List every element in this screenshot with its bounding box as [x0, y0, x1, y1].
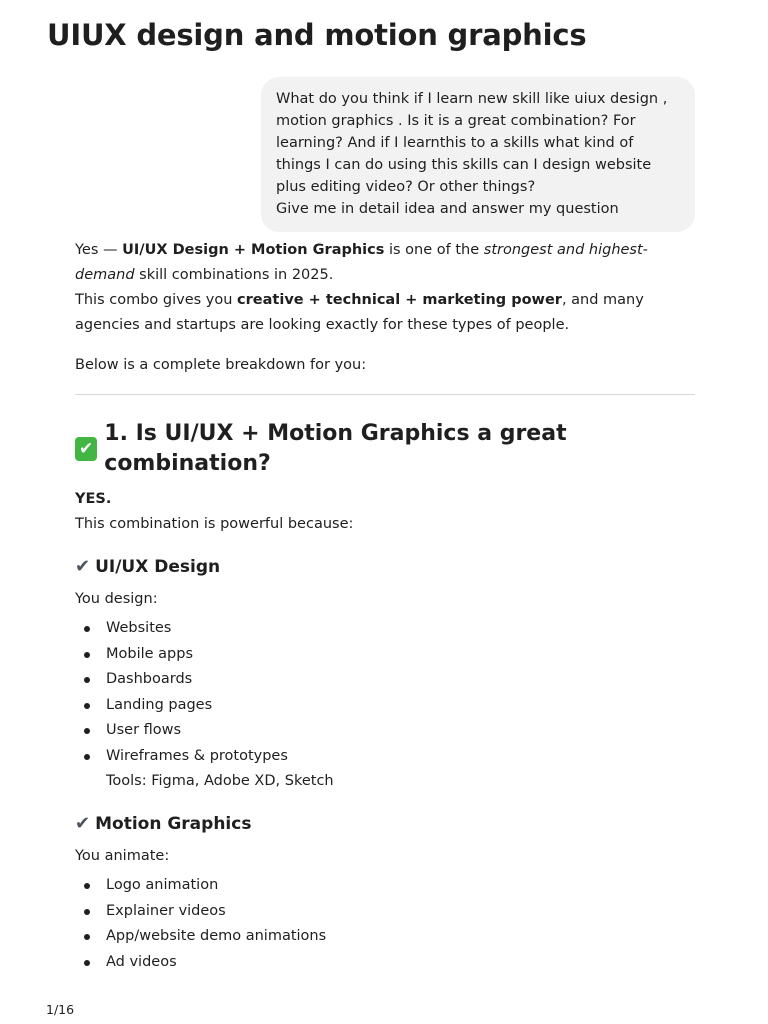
- response-paragraph-3: Below is a complete breakdown for you:: [75, 357, 367, 373]
- text-span: Yes —: [75, 242, 123, 258]
- check-mark-icon: ✔: [75, 437, 97, 461]
- user-message-bubble: [261, 77, 695, 232]
- bold-text: UI/UX Design + Motion Graphics: [122, 242, 385, 258]
- text-span: This combo gives you: [75, 292, 238, 308]
- user-message-line: What do you think if I learn new skill like uiux design , motion graphics . Is it is a great combination? For learning? And if I learnthis to a skills what kind of things I can do using this skills can I design website plus editing video? Or other things?: [276, 91, 668, 195]
- list-item: Mobile apps: [75, 642, 695, 668]
- section-heading-text: 1. Is UI/UX + Motion Graphics a great combination?: [104, 421, 567, 476]
- subheading-motion: [75, 812, 695, 836]
- bold-text: creative + technical + marketing power: [237, 292, 562, 308]
- section-heading-combination: [75, 419, 695, 479]
- text-span: skill combinations in 2025.: [134, 267, 334, 283]
- heavy-check-icon: ✔: [75, 556, 91, 577]
- assistant-response: [75, 238, 695, 975]
- page-number: 1/16: [46, 1002, 75, 1017]
- section-divider: [75, 394, 695, 395]
- list-item: App/website demo animations: [75, 924, 695, 950]
- section-lead: This combination is powerful because:: [75, 516, 354, 532]
- text-span: is one of the: [384, 242, 484, 258]
- response-paragraph-2: [75, 288, 695, 338]
- list-item: Explainer videos: [75, 899, 695, 925]
- list-item: Logo animation: [75, 873, 695, 899]
- yes-text: YES.: [75, 491, 112, 507]
- list-item: Landing pages: [75, 693, 695, 719]
- list-item: Wireframes & prototypes: [75, 744, 695, 770]
- list-item: Ad videos: [75, 950, 695, 976]
- uiux-lead: You design:: [75, 591, 158, 607]
- heavy-check-icon: ✔: [75, 813, 91, 834]
- subheading-text: Motion Graphics: [95, 814, 252, 834]
- list-item: Dashboards: [75, 667, 695, 693]
- uiux-list: [75, 616, 695, 769]
- list-item: User flows: [75, 718, 695, 744]
- user-message-line: Give me in detail idea and answer my question: [276, 201, 619, 217]
- motion-list: [75, 873, 695, 975]
- uiux-tools-text: Tools: Figma, Adobe XD, Sketch: [106, 773, 334, 789]
- motion-lead: You animate:: [75, 848, 170, 864]
- page-title: UIUX design and motion graphics: [47, 18, 587, 52]
- text-span: , and many agencies and startups are looking exactly for these types of people.: [75, 292, 644, 333]
- italic-text: strongest and highest-demand: [75, 242, 648, 283]
- subheading-uiux: [75, 555, 695, 579]
- list-item: Websites: [75, 616, 695, 642]
- subheading-text: UI/UX Design: [95, 557, 221, 577]
- response-paragraph-1: [75, 238, 695, 288]
